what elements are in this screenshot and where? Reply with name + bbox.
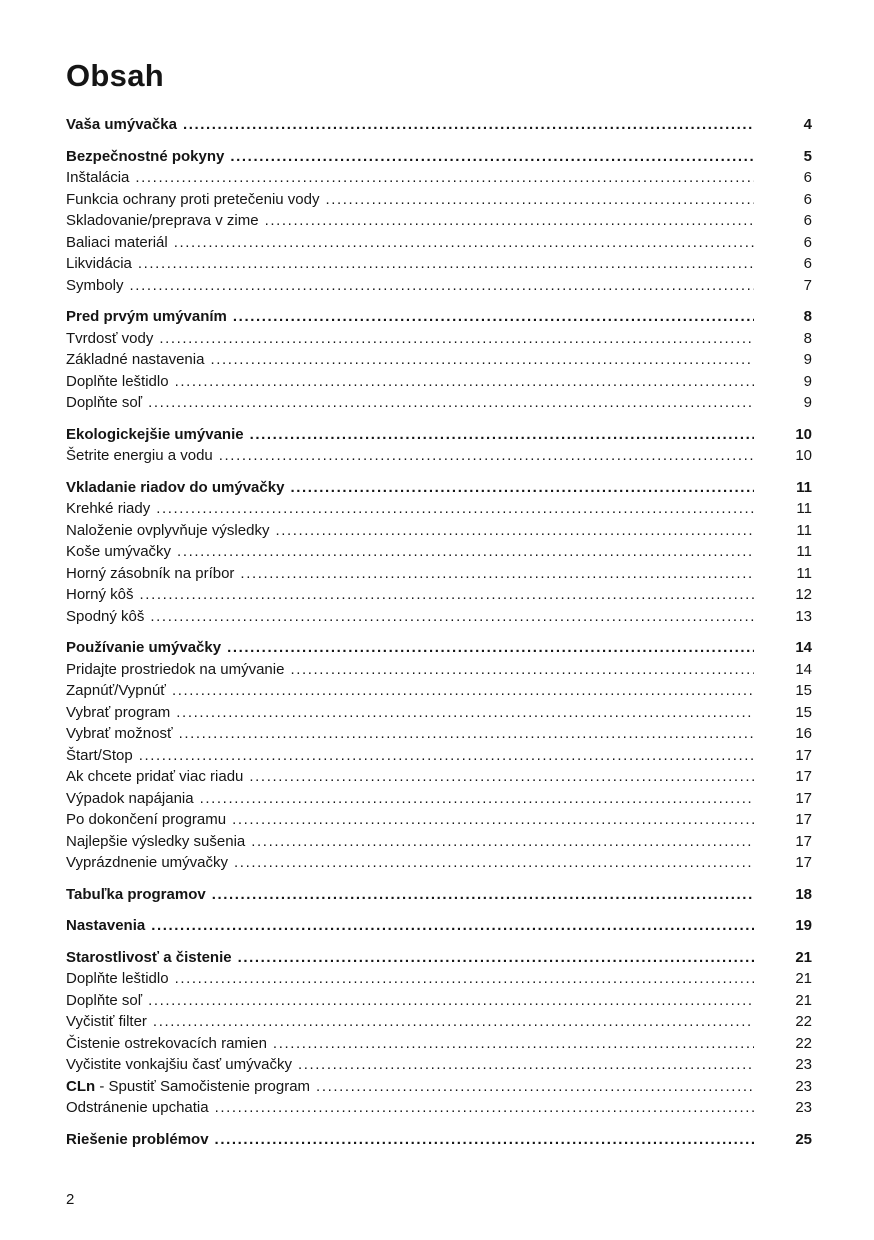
toc-sub-entry — [66, 788, 812, 810]
toc-entry-page: 11 — [796, 478, 812, 496]
toc-group — [66, 146, 812, 297]
toc-entry-label: Pridajte prostriedok na umývanie — [66, 660, 285, 678]
toc-entry-page: 11 — [796, 521, 812, 539]
toc-sub-entry — [66, 1033, 812, 1055]
toc-entry-page: 11 — [796, 500, 812, 517]
toc-entry-page: 6 — [803, 190, 812, 208]
toc-entry-label: Doplňte soľ — [66, 394, 143, 411]
dot-leader — [140, 584, 754, 606]
dot-leader — [175, 371, 754, 393]
dot-leader — [219, 445, 754, 467]
toc-entry-label: Pred prvým umývaním — [66, 308, 227, 325]
toc-entry-page: 12 — [795, 586, 812, 603]
toc-section-entry — [66, 114, 812, 136]
toc-entry-page: 21 — [795, 948, 812, 966]
toc-entry-page: 8 — [803, 308, 812, 325]
page-title: Obsah — [66, 58, 164, 93]
dot-leader — [175, 968, 754, 990]
toc-sub-entry — [66, 723, 812, 745]
toc-sub-entry — [66, 275, 812, 297]
toc-sub-entry — [66, 498, 812, 520]
toc-sub-entry — [66, 745, 812, 767]
toc-section-entry — [66, 146, 812, 168]
dot-leader — [148, 392, 754, 414]
toc-entry-page: 9 — [803, 394, 812, 411]
toc-entry-label: Základné nastavenia — [66, 351, 205, 368]
toc-sub-entry — [66, 563, 812, 585]
toc-sub-entry — [66, 766, 812, 788]
toc-entry-page: 6 — [803, 212, 812, 229]
toc-sub-entry — [66, 541, 812, 563]
toc-sub-entry — [66, 210, 812, 232]
dot-leader — [298, 1054, 754, 1076]
toc-sub-entry — [66, 445, 812, 467]
toc-entry-label: Vybrať možnosť — [66, 725, 173, 742]
toc-entry-label: Tabuľka programov — [66, 885, 206, 903]
dot-leader — [150, 606, 754, 628]
dot-leader — [215, 1129, 754, 1151]
toc — [66, 114, 812, 1150]
toc-entry-page: 17 — [795, 746, 812, 764]
toc-entry-label: Vyprázdnenie umývačky — [66, 854, 229, 871]
toc-sub-entry — [66, 371, 812, 393]
toc-entry-label: Po dokončení programu — [66, 811, 227, 828]
toc-entry-label: Štart/Stop — [66, 746, 133, 764]
toc-entry-label: Vaša umývačka — [66, 116, 177, 133]
toc-entry-page: 6 — [803, 169, 812, 186]
toc-entry-label: Vyčistite vonkajšiu časť umývačky — [66, 1056, 292, 1073]
toc-sub-entry — [66, 1054, 812, 1076]
toc-group — [66, 947, 812, 1119]
toc-entry-label: Horný kôš — [66, 586, 134, 603]
toc-entry-page: 21 — [795, 991, 812, 1009]
toc-entry-label: Vkladanie riadov do umývačky — [66, 478, 285, 496]
toc-entry-label: Šetrite energiu a vodu — [66, 447, 213, 464]
dot-leader — [290, 477, 754, 499]
toc-group — [66, 424, 812, 467]
toc-sub-entry — [66, 606, 812, 628]
toc-sub-entry — [66, 328, 812, 350]
toc-section-entry — [66, 884, 812, 906]
toc-section-entry — [66, 424, 812, 446]
toc-entry-page: 6 — [803, 255, 812, 272]
toc-entry-label: Baliaci materiál — [66, 233, 168, 251]
toc-entry-page: 17 — [795, 768, 812, 785]
toc-sub-entry — [66, 1011, 812, 1033]
toc-entry-label: Naloženie ovplyvňuje výsledky — [66, 521, 270, 539]
toc-entry-label: Krehké riady — [66, 500, 151, 517]
toc-entry-page: 6 — [803, 233, 812, 251]
dot-leader — [234, 852, 754, 874]
toc-group — [66, 114, 812, 136]
toc-sub-entry — [66, 392, 812, 414]
toc-entry-page: 17 — [795, 789, 812, 807]
toc-sub-entry — [66, 349, 812, 371]
dot-leader — [210, 349, 754, 371]
toc-entry-label: Vybrať program — [66, 703, 171, 721]
toc-entry-page: 19 — [795, 917, 812, 934]
toc-sub-entry — [66, 831, 812, 853]
toc-entry-page: 11 — [796, 543, 812, 560]
dot-leader — [183, 114, 754, 136]
toc-entry-label: Likvidácia — [66, 255, 132, 272]
toc-sub-entry — [66, 680, 812, 702]
toc-entry-page: 16 — [795, 725, 812, 742]
toc-entry-page: 17 — [795, 854, 812, 871]
dot-leader — [273, 1033, 754, 1055]
toc-entry-page: 18 — [795, 885, 812, 903]
toc-entry-label: Horný zásobník na príbor — [66, 564, 235, 582]
dot-leader — [290, 659, 754, 681]
dot-leader — [227, 637, 754, 659]
toc-section-entry — [66, 637, 812, 659]
toc-entry-label: Bezpečnostné pokyny — [66, 147, 225, 165]
footer-page-number: 2 — [66, 1191, 75, 1208]
dot-leader — [156, 498, 754, 520]
toc-entry-label: Spodný kôš — [66, 607, 145, 625]
toc-group — [66, 915, 812, 937]
dot-leader — [249, 766, 754, 788]
dot-leader — [240, 563, 754, 585]
dot-leader — [130, 275, 754, 297]
toc-group — [66, 477, 812, 628]
toc-entry-label: Ekologickejšie umývanie — [66, 425, 244, 443]
toc-sub-entry — [66, 253, 812, 275]
toc-entry-page: 22 — [795, 1034, 812, 1052]
toc-sub-entry — [66, 232, 812, 254]
toc-entry-page: 15 — [795, 682, 812, 699]
toc-entry-page: 9 — [803, 372, 812, 390]
toc-sub-entry — [66, 167, 812, 189]
toc-entry-page: 15 — [795, 703, 812, 721]
dot-leader — [159, 328, 754, 350]
toc-entry-page: 22 — [795, 1013, 812, 1030]
toc-entry-label: Tvrdosť vody — [66, 329, 154, 347]
toc-sub-entry — [66, 520, 812, 542]
toc-section-entry — [66, 306, 812, 328]
toc-group — [66, 637, 812, 874]
toc-entry-label: Výpadok napájania — [66, 789, 194, 807]
dot-leader — [275, 520, 754, 542]
toc-section-entry — [66, 1129, 812, 1151]
dot-leader — [177, 541, 754, 563]
toc-entry-page: 17 — [795, 832, 812, 850]
toc-entry-page: 14 — [795, 660, 812, 678]
dot-leader — [200, 788, 754, 810]
toc-sub-entry — [66, 659, 812, 681]
toc-entry-page: 8 — [803, 329, 812, 347]
toc-entry-label: Zapnúť/Vypnúť — [66, 682, 166, 699]
toc-entry-label: Najlepšie výsledky sušenia — [66, 832, 246, 850]
dot-leader — [148, 990, 754, 1012]
toc-entry-label: Vyčistiť filter — [66, 1013, 147, 1030]
toc-entry-label: Symboly — [66, 276, 124, 294]
toc-entry-label: Koše umývačky — [66, 543, 172, 560]
dot-leader — [325, 189, 754, 211]
dot-leader — [232, 809, 754, 831]
dot-leader — [179, 723, 754, 745]
toc-sub-entry — [66, 189, 812, 211]
toc-entry-page: 10 — [795, 425, 812, 443]
dot-leader — [172, 680, 754, 702]
toc-entry-label: Inštalácia — [66, 169, 130, 186]
dot-leader — [230, 146, 754, 168]
toc-entry-page: 9 — [803, 351, 812, 368]
toc-entry-label: Funkcia ochrany proti pretečeniu vody — [66, 190, 320, 208]
toc-entry-label: CLn - Spustiť Samočistenie program — [66, 1077, 311, 1095]
toc-entry-label: Starostlivosť a čistenie — [66, 948, 232, 966]
toc-entry-label: Skladovanie/preprava v zime — [66, 212, 259, 229]
toc-section-entry — [66, 947, 812, 969]
toc-entry-label: Doplňte soľ — [66, 991, 143, 1009]
toc-entry-page: 23 — [795, 1077, 812, 1095]
dot-leader — [138, 253, 754, 275]
dot-leader — [250, 424, 754, 446]
toc-sub-entry — [66, 1076, 812, 1098]
toc-entry-page: 5 — [803, 147, 812, 165]
dot-leader — [212, 884, 754, 906]
toc-sub-entry — [66, 584, 812, 606]
dot-leader — [153, 1011, 754, 1033]
toc-group — [66, 306, 812, 414]
dot-leader — [176, 702, 754, 724]
toc-sub-entry — [66, 968, 812, 990]
toc-entry-label: Nastavenia — [66, 917, 146, 934]
toc-sub-entry — [66, 702, 812, 724]
toc-entry-label: Čistenie ostrekovacích ramien — [66, 1034, 267, 1052]
dot-leader — [316, 1076, 754, 1098]
toc-sub-entry — [66, 852, 812, 874]
toc-entry-label: Ak chcete pridať viac riadu — [66, 768, 244, 785]
dot-leader — [139, 745, 754, 767]
toc-entry-label: Odstránenie upchatia — [66, 1099, 209, 1116]
toc-entry-page: 4 — [803, 116, 812, 133]
toc-entry-label: Riešenie problémov — [66, 1130, 209, 1148]
toc-entry-label: Používanie umývačky — [66, 639, 222, 656]
dot-leader — [215, 1097, 754, 1119]
toc-entry-page: 13 — [795, 607, 812, 625]
toc-entry-page: 11 — [796, 564, 812, 582]
toc-entry-page: 25 — [795, 1130, 812, 1148]
toc-entry-page: 17 — [795, 811, 812, 828]
toc-entry-page: 7 — [803, 276, 812, 294]
dot-leader — [233, 306, 754, 328]
dot-leader — [174, 232, 754, 254]
toc-sub-entry — [66, 809, 812, 831]
dot-leader — [238, 947, 754, 969]
toc-entry-label: Doplňte leštidlo — [66, 970, 169, 987]
dot-leader — [135, 167, 754, 189]
toc-group — [66, 1129, 812, 1151]
dot-leader — [251, 831, 754, 853]
toc-entry-page: 14 — [795, 639, 812, 656]
toc-entry-page: 23 — [795, 1099, 812, 1116]
toc-entry-label: Doplňte leštidlo — [66, 372, 169, 390]
toc-group — [66, 884, 812, 906]
toc-section-entry — [66, 915, 812, 937]
toc-entry-page: 21 — [795, 970, 812, 987]
toc-entry-page: 10 — [795, 447, 812, 464]
toc-section-entry — [66, 477, 812, 499]
toc-entry-page: 23 — [795, 1056, 812, 1073]
dot-leader — [265, 210, 754, 232]
dot-leader — [151, 915, 754, 937]
toc-sub-entry — [66, 990, 812, 1012]
toc-sub-entry — [66, 1097, 812, 1119]
